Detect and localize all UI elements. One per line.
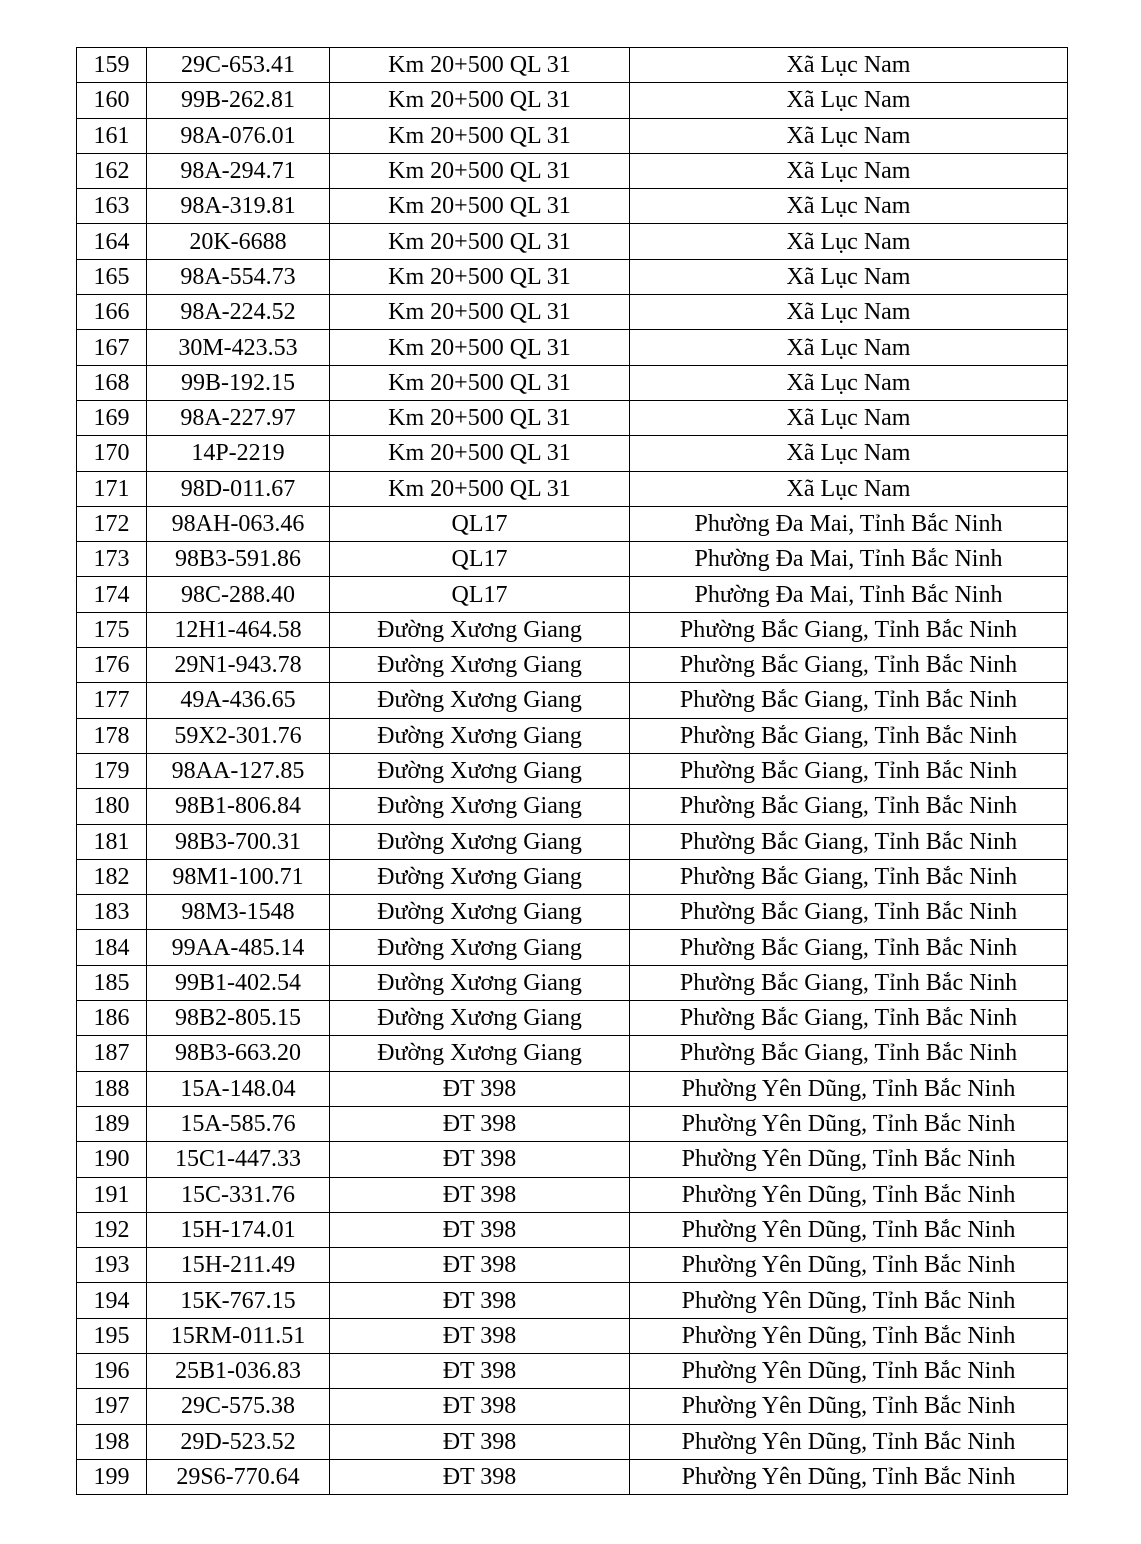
row-number-cell: 166 — [77, 295, 147, 330]
license-plate-cell: 98B3-700.31 — [147, 824, 330, 859]
location-cell: Đường Xương Giang — [330, 930, 630, 965]
row-number-cell: 182 — [77, 859, 147, 894]
table-row — [77, 612, 1068, 647]
location-cell: Đường Xương Giang — [330, 824, 630, 859]
row-number-cell: 192 — [77, 1212, 147, 1247]
location-cell: Km 20+500 QL 31 — [330, 118, 630, 153]
license-plate-cell: 15C1-447.33 — [147, 1142, 330, 1177]
license-plate-cell: 14P-2219 — [147, 436, 330, 471]
row-number-cell: 172 — [77, 506, 147, 541]
row-number-cell: 185 — [77, 965, 147, 1000]
row-number-cell: 177 — [77, 683, 147, 718]
location-cell: ĐT 398 — [330, 1459, 630, 1494]
license-plate-cell: 15RM-011.51 — [147, 1318, 330, 1353]
table-row — [77, 648, 1068, 683]
ward-cell: Xã Lục Nam — [630, 83, 1068, 118]
ward-cell: Phường Bắc Giang, Tỉnh Bắc Ninh — [630, 648, 1068, 683]
table-row — [77, 895, 1068, 930]
location-cell: Đường Xương Giang — [330, 859, 630, 894]
location-cell: Đường Xương Giang — [330, 648, 630, 683]
row-number-cell: 161 — [77, 118, 147, 153]
table-row — [77, 118, 1068, 153]
license-plate-cell: 15K-767.15 — [147, 1283, 330, 1318]
license-plate-cell: 99B-262.81 — [147, 83, 330, 118]
table-row — [77, 683, 1068, 718]
location-cell: Km 20+500 QL 31 — [330, 189, 630, 224]
location-cell: Km 20+500 QL 31 — [330, 48, 630, 83]
row-number-cell: 179 — [77, 753, 147, 788]
license-plate-cell: 25B1-036.83 — [147, 1353, 330, 1388]
license-plate-cell: 29D-523.52 — [147, 1424, 330, 1459]
table-row — [77, 542, 1068, 577]
license-plate-cell: 30M-423.53 — [147, 330, 330, 365]
table-row — [77, 1177, 1068, 1212]
table-row — [77, 259, 1068, 294]
ward-cell: Phường Bắc Giang, Tỉnh Bắc Ninh — [630, 789, 1068, 824]
license-plate-cell: 20K-6688 — [147, 224, 330, 259]
table-row — [77, 506, 1068, 541]
row-number-cell: 170 — [77, 436, 147, 471]
location-cell: Đường Xương Giang — [330, 612, 630, 647]
location-cell: QL17 — [330, 542, 630, 577]
license-plate-cell: 98D-011.67 — [147, 471, 330, 506]
row-number-cell: 183 — [77, 895, 147, 930]
ward-cell: Phường Yên Dũng, Tỉnh Bắc Ninh — [630, 1248, 1068, 1283]
location-cell: Đường Xương Giang — [330, 965, 630, 1000]
ward-cell: Phường Đa Mai, Tỉnh Bắc Ninh — [630, 577, 1068, 612]
ward-cell: Phường Bắc Giang, Tỉnh Bắc Ninh — [630, 965, 1068, 1000]
row-number-cell: 173 — [77, 542, 147, 577]
license-plate-cell: 98AH-063.46 — [147, 506, 330, 541]
row-number-cell: 196 — [77, 1353, 147, 1388]
row-number-cell: 184 — [77, 930, 147, 965]
table-row — [77, 1389, 1068, 1424]
row-number-cell: 167 — [77, 330, 147, 365]
license-plate-cell: 15H-211.49 — [147, 1248, 330, 1283]
ward-cell: Phường Yên Dũng, Tỉnh Bắc Ninh — [630, 1212, 1068, 1247]
row-number-cell: 198 — [77, 1424, 147, 1459]
table-row — [77, 295, 1068, 330]
table-row — [77, 1142, 1068, 1177]
ward-cell: Phường Yên Dũng, Tỉnh Bắc Ninh — [630, 1106, 1068, 1141]
table-row — [77, 1248, 1068, 1283]
ward-cell: Phường Bắc Giang, Tỉnh Bắc Ninh — [630, 1001, 1068, 1036]
location-cell: Đường Xương Giang — [330, 1036, 630, 1071]
license-plate-cell: 29S6-770.64 — [147, 1459, 330, 1494]
location-cell: ĐT 398 — [330, 1318, 630, 1353]
ward-cell: Xã Lục Nam — [630, 471, 1068, 506]
row-number-cell: 163 — [77, 189, 147, 224]
license-plate-cell: 98M3-1548 — [147, 895, 330, 930]
row-number-cell: 197 — [77, 1389, 147, 1424]
license-plate-cell: 15C-331.76 — [147, 1177, 330, 1212]
table-row — [77, 1318, 1068, 1353]
table-row — [77, 1106, 1068, 1141]
location-cell: Đường Xương Giang — [330, 683, 630, 718]
table-row — [77, 718, 1068, 753]
license-plate-cell: 98A-224.52 — [147, 295, 330, 330]
table-row — [77, 1283, 1068, 1318]
location-cell: Đường Xương Giang — [330, 789, 630, 824]
license-plate-cell: 98M1-100.71 — [147, 859, 330, 894]
table-row — [77, 1459, 1068, 1494]
license-plate-cell: 99B-192.15 — [147, 365, 330, 400]
location-cell: Km 20+500 QL 31 — [330, 153, 630, 188]
location-cell: Km 20+500 QL 31 — [330, 259, 630, 294]
location-cell: Đường Xương Giang — [330, 753, 630, 788]
ward-cell: Phường Yên Dũng, Tỉnh Bắc Ninh — [630, 1318, 1068, 1353]
row-number-cell: 160 — [77, 83, 147, 118]
row-number-cell: 194 — [77, 1283, 147, 1318]
license-plate-cell: 59X2-301.76 — [147, 718, 330, 753]
ward-cell: Phường Yên Dũng, Tỉnh Bắc Ninh — [630, 1353, 1068, 1388]
table-row — [77, 859, 1068, 894]
table-row — [77, 83, 1068, 118]
table-body — [77, 48, 1068, 1495]
license-plate-cell: 99AA-485.14 — [147, 930, 330, 965]
row-number-cell: 169 — [77, 400, 147, 435]
table-row — [77, 1001, 1068, 1036]
license-plate-cell: 15H-174.01 — [147, 1212, 330, 1247]
location-cell: ĐT 398 — [330, 1142, 630, 1177]
ward-cell: Xã Lục Nam — [630, 436, 1068, 471]
table-row — [77, 824, 1068, 859]
table-row — [77, 965, 1068, 1000]
row-number-cell: 187 — [77, 1036, 147, 1071]
row-number-cell: 188 — [77, 1071, 147, 1106]
ward-cell: Phường Yên Dũng, Tỉnh Bắc Ninh — [630, 1142, 1068, 1177]
location-cell: Đường Xương Giang — [330, 1001, 630, 1036]
location-cell: Km 20+500 QL 31 — [330, 400, 630, 435]
table-row — [77, 930, 1068, 965]
location-cell: Km 20+500 QL 31 — [330, 83, 630, 118]
row-number-cell: 191 — [77, 1177, 147, 1212]
table-row — [77, 48, 1068, 83]
table-row — [77, 1071, 1068, 1106]
location-cell: QL17 — [330, 506, 630, 541]
location-cell: ĐT 398 — [330, 1283, 630, 1318]
ward-cell: Phường Yên Dũng, Tỉnh Bắc Ninh — [630, 1389, 1068, 1424]
ward-cell: Xã Lục Nam — [630, 189, 1068, 224]
license-plate-cell: 99B1-402.54 — [147, 965, 330, 1000]
ward-cell: Phường Đa Mai, Tỉnh Bắc Ninh — [630, 506, 1068, 541]
license-plate-cell: 15A-585.76 — [147, 1106, 330, 1141]
ward-cell: Phường Bắc Giang, Tỉnh Bắc Ninh — [630, 753, 1068, 788]
location-cell: Km 20+500 QL 31 — [330, 295, 630, 330]
license-plate-cell: 98B2-805.15 — [147, 1001, 330, 1036]
row-number-cell: 159 — [77, 48, 147, 83]
license-plate-cell: 98C-288.40 — [147, 577, 330, 612]
location-cell: ĐT 398 — [330, 1424, 630, 1459]
license-plate-cell: 98A-227.97 — [147, 400, 330, 435]
location-cell: ĐT 398 — [330, 1106, 630, 1141]
table-row — [77, 577, 1068, 612]
table-row — [77, 153, 1068, 188]
row-number-cell: 165 — [77, 259, 147, 294]
location-cell: Đường Xương Giang — [330, 895, 630, 930]
row-number-cell: 189 — [77, 1106, 147, 1141]
ward-cell: Phường Bắc Giang, Tỉnh Bắc Ninh — [630, 1036, 1068, 1071]
license-plate-cell: 29C-575.38 — [147, 1389, 330, 1424]
license-plate-cell: 98A-294.71 — [147, 153, 330, 188]
ward-cell: Phường Bắc Giang, Tỉnh Bắc Ninh — [630, 824, 1068, 859]
license-plate-cell: 29N1-943.78 — [147, 648, 330, 683]
location-cell: Km 20+500 QL 31 — [330, 436, 630, 471]
license-plate-cell: 98B3-591.86 — [147, 542, 330, 577]
license-plate-cell: 98B1-806.84 — [147, 789, 330, 824]
table-row — [77, 436, 1068, 471]
license-plate-cell: 29C-653.41 — [147, 48, 330, 83]
row-number-cell: 162 — [77, 153, 147, 188]
row-number-cell: 193 — [77, 1248, 147, 1283]
row-number-cell: 190 — [77, 1142, 147, 1177]
row-number-cell: 195 — [77, 1318, 147, 1353]
table-row — [77, 471, 1068, 506]
ward-cell: Phường Đa Mai, Tỉnh Bắc Ninh — [630, 542, 1068, 577]
location-cell: ĐT 398 — [330, 1248, 630, 1283]
location-cell: QL17 — [330, 577, 630, 612]
row-number-cell: 174 — [77, 577, 147, 612]
table-row — [77, 1353, 1068, 1388]
row-number-cell: 186 — [77, 1001, 147, 1036]
table-row — [77, 400, 1068, 435]
location-cell: Km 20+500 QL 31 — [330, 471, 630, 506]
ward-cell: Phường Yên Dũng, Tỉnh Bắc Ninh — [630, 1424, 1068, 1459]
ward-cell: Phường Bắc Giang, Tỉnh Bắc Ninh — [630, 612, 1068, 647]
ward-cell: Xã Lục Nam — [630, 400, 1068, 435]
table-row — [77, 1424, 1068, 1459]
ward-cell: Xã Lục Nam — [630, 153, 1068, 188]
license-plate-cell: 98A-554.73 — [147, 259, 330, 294]
violation-table — [76, 47, 1068, 1495]
ward-cell: Xã Lục Nam — [630, 259, 1068, 294]
row-number-cell: 199 — [77, 1459, 147, 1494]
license-plate-cell: 98A-076.01 — [147, 118, 330, 153]
row-number-cell: 180 — [77, 789, 147, 824]
license-plate-cell: 15A-148.04 — [147, 1071, 330, 1106]
location-cell: ĐT 398 — [330, 1212, 630, 1247]
location-cell: ĐT 398 — [330, 1389, 630, 1424]
ward-cell: Xã Lục Nam — [630, 365, 1068, 400]
table-row — [77, 753, 1068, 788]
ward-cell: Phường Yên Dũng, Tỉnh Bắc Ninh — [630, 1177, 1068, 1212]
ward-cell: Phường Yên Dũng, Tỉnh Bắc Ninh — [630, 1071, 1068, 1106]
row-number-cell: 168 — [77, 365, 147, 400]
license-plate-cell: 12H1-464.58 — [147, 612, 330, 647]
ward-cell: Phường Bắc Giang, Tỉnh Bắc Ninh — [630, 683, 1068, 718]
table-row — [77, 1212, 1068, 1247]
table-row — [77, 789, 1068, 824]
row-number-cell: 164 — [77, 224, 147, 259]
ward-cell: Xã Lục Nam — [630, 224, 1068, 259]
location-cell: Km 20+500 QL 31 — [330, 330, 630, 365]
row-number-cell: 181 — [77, 824, 147, 859]
table-row — [77, 330, 1068, 365]
license-plate-cell: 49A-436.65 — [147, 683, 330, 718]
row-number-cell: 178 — [77, 718, 147, 753]
ward-cell: Xã Lục Nam — [630, 48, 1068, 83]
license-plate-cell: 98B3-663.20 — [147, 1036, 330, 1071]
ward-cell: Xã Lục Nam — [630, 330, 1068, 365]
license-plate-cell: 98A-319.81 — [147, 189, 330, 224]
license-plate-cell: 98AA-127.85 — [147, 753, 330, 788]
location-cell: Đường Xương Giang — [330, 718, 630, 753]
table-row — [77, 189, 1068, 224]
ward-cell: Phường Bắc Giang, Tỉnh Bắc Ninh — [630, 859, 1068, 894]
location-cell: Km 20+500 QL 31 — [330, 224, 630, 259]
ward-cell: Phường Yên Dũng, Tỉnh Bắc Ninh — [630, 1283, 1068, 1318]
table-row — [77, 1036, 1068, 1071]
location-cell: ĐT 398 — [330, 1353, 630, 1388]
ward-cell: Phường Yên Dũng, Tỉnh Bắc Ninh — [630, 1459, 1068, 1494]
ward-cell: Phường Bắc Giang, Tỉnh Bắc Ninh — [630, 930, 1068, 965]
location-cell: ĐT 398 — [330, 1071, 630, 1106]
ward-cell: Xã Lục Nam — [630, 118, 1068, 153]
ward-cell: Phường Bắc Giang, Tỉnh Bắc Ninh — [630, 718, 1068, 753]
row-number-cell: 171 — [77, 471, 147, 506]
table-row — [77, 365, 1068, 400]
ward-cell: Xã Lục Nam — [630, 295, 1068, 330]
location-cell: ĐT 398 — [330, 1177, 630, 1212]
row-number-cell: 176 — [77, 648, 147, 683]
location-cell: Km 20+500 QL 31 — [330, 365, 630, 400]
table-row — [77, 224, 1068, 259]
ward-cell: Phường Bắc Giang, Tỉnh Bắc Ninh — [630, 895, 1068, 930]
row-number-cell: 175 — [77, 612, 147, 647]
